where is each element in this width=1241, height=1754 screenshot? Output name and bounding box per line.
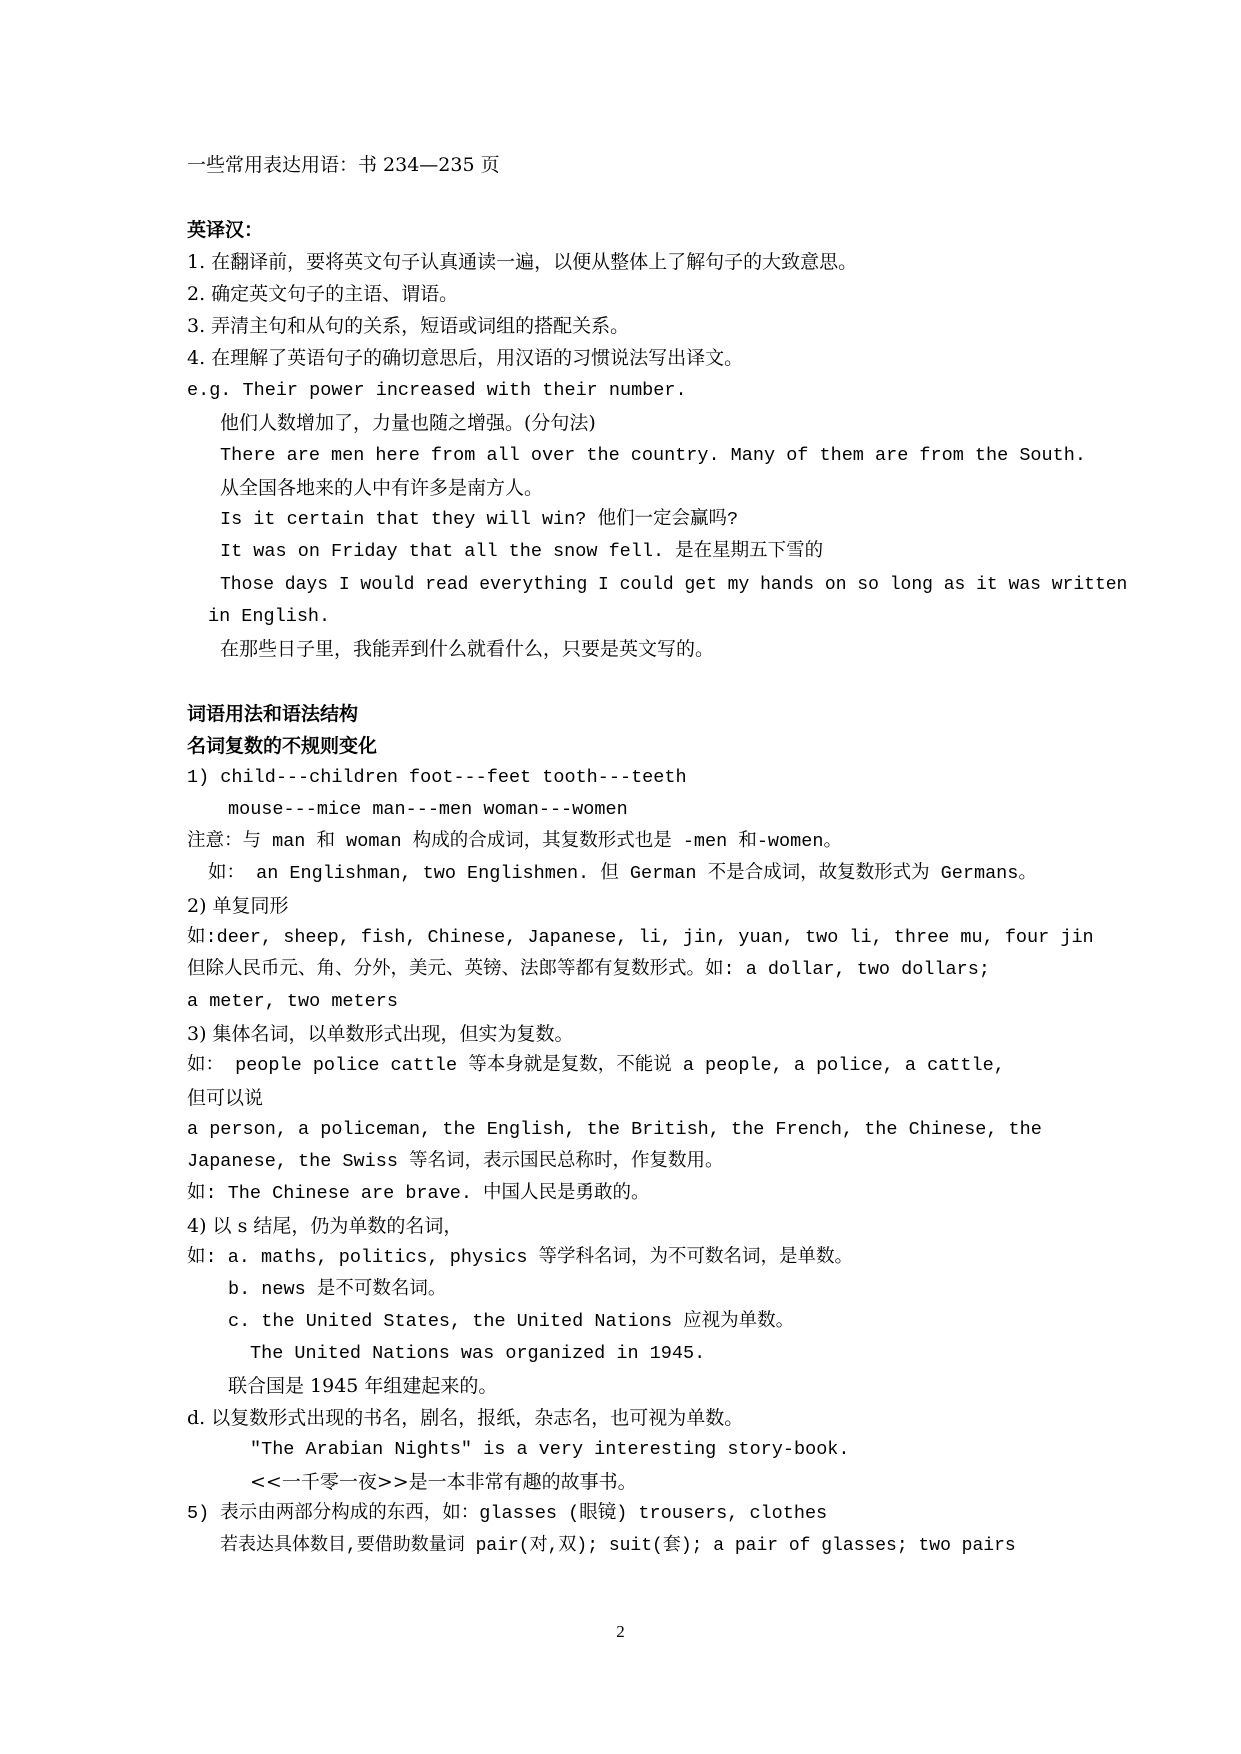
line-24: 5) 表示由两部分构成的东西，如：glasses (眼镜) trousers, clothes [187, 1503, 828, 1524]
step-1: 1. 在翻译前，要将英文句子认真通读一遍，以便从整体上了解句子的大致意思。 [187, 251, 858, 273]
example-eg: e.g. Their power increased with their number. [187, 380, 687, 401]
line-13: Japanese, the Swiss 等名词，表示国民总称时，作复数用。 [187, 1151, 724, 1172]
line-22: "The Arabian Nights" is a very interesting story-book. [250, 1439, 850, 1460]
line-25: 若表达具体数目,要借助数量词 pair(对,双); suit(套); a pair of glasses; two pairs [220, 1536, 1016, 1556]
line-5: 2) 单复同形 [187, 895, 289, 917]
example-translation: 在那些日子里，我能弄到什么就看什么，只要是英文写的。 [220, 638, 715, 660]
example-sentence: Those days I would read everything I could get my hands on so long as it was written [220, 575, 1128, 595]
line-19: The United Nations was organized in 1945. [250, 1343, 706, 1364]
line-7: 但除人民币元、角、分外，美元、英镑、法郎等都有复数形式。如: a dollar, two dollars; [187, 959, 990, 980]
section-title-en-to-cn: 英译汉： [187, 219, 264, 241]
line-1: 1) child---children foot---feet tooth---teeth [187, 767, 687, 788]
line-16: 如: a. maths, politics, physics 等学科名词，为不可数名词，是单数。 [187, 1247, 854, 1268]
line-2: mouse---mice man---men woman---women [228, 799, 628, 820]
line-6: 如:deer, sheep, fish, Chinese, Japanese, li, jin, yuan, two li, three mu, four jin [187, 927, 1094, 948]
line-15: 4) 以 s 结尾，仍为单数的名词， [187, 1215, 463, 1237]
example-translation: 他们人数增加了，力量也随之增强。(分句法) [220, 412, 596, 434]
header-line: 一些常用表达用语：书 234—235 页 [187, 154, 500, 176]
line-9: 3) 集体名词，以单数形式出现，但实为复数。 [187, 1023, 574, 1045]
section-subtitle-plural: 名词复数的不规则变化 [187, 735, 378, 757]
line-21: d. 以复数形式出现的书名，剧名，报纸，杂志名，也可视为单数。 [187, 1407, 744, 1429]
line-8: a meter, two meters [187, 991, 398, 1012]
step-3: 3. 弄清主句和从句的关系，短语或词组的搭配关系。 [187, 315, 630, 337]
line-20: 联合国是 1945 年组建起来的。 [228, 1375, 498, 1397]
line-4: 如： an Englishman, two Englishmen. 但 German 不是合成词，故复数形式为 Germans。 [208, 863, 1037, 884]
line-10: 如： people police cattle 等本身就是复数，不能说 a people, a police, a cattle, [187, 1055, 1005, 1076]
example-sentence: There are men here from all over the country. Many of them are from the South. [220, 445, 1086, 466]
step-4: 4. 在理解了英语句子的确切意思后，用汉语的习惯说法写出译文。 [187, 347, 744, 369]
example-sentence: Is it certain that they will win? 他们一定会赢吗? [220, 509, 739, 530]
line-12: a person, a policeman, the English, the British, the French, the Chinese, the [187, 1119, 1042, 1140]
line-18: c. the United States, the United Nations 应视为单数。 [228, 1311, 795, 1332]
line-17: b. news 是不可数名词。 [228, 1279, 447, 1300]
page-number: 2 [616, 1622, 625, 1641]
example-sentence-cont: in English. [208, 606, 331, 627]
line-23: <<一千零一夜>>是一本非常有趣的故事书。 [250, 1471, 637, 1493]
line-14: 如: The Chinese are brave. 中国人民是勇敢的。 [187, 1183, 650, 1204]
line-3: 注意：与 man 和 woman 构成的合成词，其复数形式也是 -men 和-women。 [187, 831, 842, 852]
section-title-usage: 词语用法和语法结构 [187, 703, 359, 725]
example-sentence: It was on Friday that all the snow fell. 是在星期五下雪的 [220, 541, 824, 562]
line-11: 但可以说 [187, 1087, 264, 1109]
step-2: 2. 确定英文句子的主语、谓语。 [187, 283, 459, 305]
example-translation: 从全国各地来的人中有许多是南方人。 [220, 477, 544, 499]
